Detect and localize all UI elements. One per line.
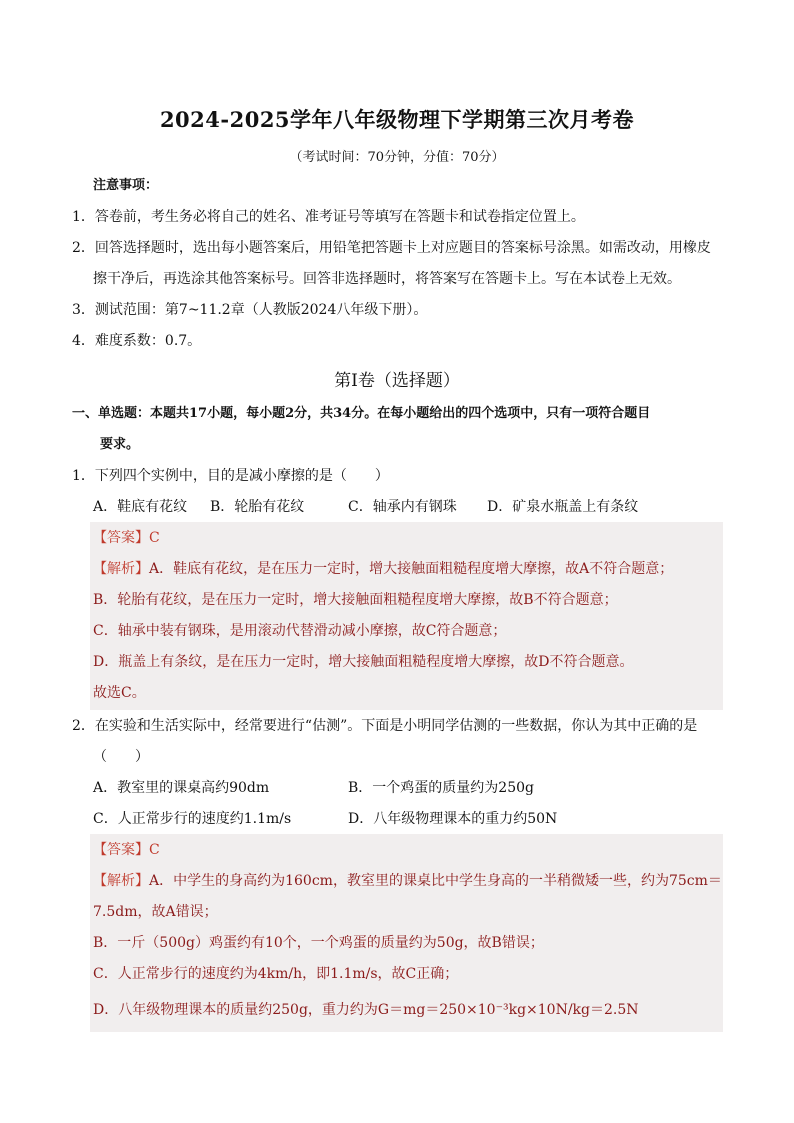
part-heading-cont: 要求。 [100,437,140,452]
q1-analysis-line: 故选C。 [93,685,146,701]
q1-analysis-line: D．瓶盖上有条纹，是在压力一定时，增大接触面粗糙程度增大摩擦，故D不符合题意。 [93,654,634,670]
note-item: 3．测试范围：第7~11.2章（人教版2024八年级下册）。 [72,302,428,318]
q1-option-c: C．轴承内有钢珠 [348,499,457,515]
notes-heading: 注意事项： [93,178,159,193]
analysis-text: A．鞋底有花纹，是在压力一定时，增大接触面粗糙程度增大摩擦，故A不符合题意； [149,561,674,577]
question-1-stem: 1．下列四个实例中，目的是减小摩擦的是（ ） [72,468,389,484]
page-subtitle: （考试时间：70分钟，分值：70分） [289,150,505,165]
q2-analysis-line: B．一斤（500g）鸡蛋约有10个，一个鸡蛋的质量约为50g，故B错误； [93,935,544,951]
page-title: 2024-2025学年八年级物理下学期第三次月考卷 [159,107,635,132]
q2-option-b: B．一个鸡蛋的质量约为250g [348,780,534,796]
q2-answer [93,840,160,860]
answer-value: C [149,842,160,858]
q2-analysis-line: D．八年级物理课本的质量约250g，重力约为G＝mg＝250×10⁻³kg×10N/kg＝2.5N [93,1002,639,1018]
q1-analysis-line: C．轴承中装有钢珠，是用滚动代替滑动减小摩擦，故C符合题意； [93,623,507,639]
q2-option-c: C．人正常步行的速度约1.1m/s [93,811,292,827]
answer-value: C [149,530,160,546]
q1-option-a: A．鞋底有花纹 [93,499,188,515]
q1-analysis-line: B．轮胎有花纹，是在压力一定时，增大接触面粗糙程度增大摩擦，故B不符合题意； [93,592,618,608]
note-item: 4．难度系数：0.7。 [72,333,202,349]
section-title: 第Ⅰ卷（选择题） [334,371,460,391]
q2-analysis-line [93,871,722,891]
note-item: 2．回答选择题时，选出每小题答案后，用铅笔把答题卡上对应题目的答案标号涂黑。如需改动，用橡皮 [72,240,711,256]
q1-answer-box [90,522,723,710]
analysis-label: 【解析】 [93,873,149,889]
q2-option-d: D．八年级物理课本的重力约50N [348,811,558,827]
part-heading: 一、单选题：本题共17小题，每小题2分，共34分。在每小题给出的四个选项中，只有一项符合题目 [72,406,651,421]
q1-option-d: D．矿泉水瓶盖上有条纹 [487,499,639,515]
q2-option-a: A．教室里的课桌高约90dm [93,780,270,796]
answer-label: 【答案】 [93,530,149,546]
answer-label: 【答案】 [93,842,149,858]
q1-analysis-line [93,559,673,579]
question-2-stem: 2．在实验和生活实际中，经常要进行“估测”。下面是小明同学估测的一些数据，你认为其中正确的是 [72,718,698,734]
analysis-label: 【解析】 [93,561,149,577]
q1-answer [93,528,160,548]
note-item: 1．答卷前，考生务必将自己的姓名、准考证号等填写在答题卡和试卷指定位置上。 [72,209,585,225]
note-item: 擦干净后，再选涂其他答案标号。回答非选择题时，将答案写在答题卡上。写在本试卷上无效。 [93,271,681,287]
question-2-stem-cont: （ ） [93,749,149,765]
q2-analysis-line: 7.5dm，故A错误； [93,904,218,920]
q2-analysis-line: C．人正常步行的速度约为4km/h，即1.1m/s，故C正确； [93,966,459,982]
q1-option-b: B．轮胎有花纹 [210,499,305,515]
analysis-text: A．中学生的身高约为160cm，教室里的课桌比中学生身高的一半稍微矮一些，约为75cm＝ [149,873,722,889]
